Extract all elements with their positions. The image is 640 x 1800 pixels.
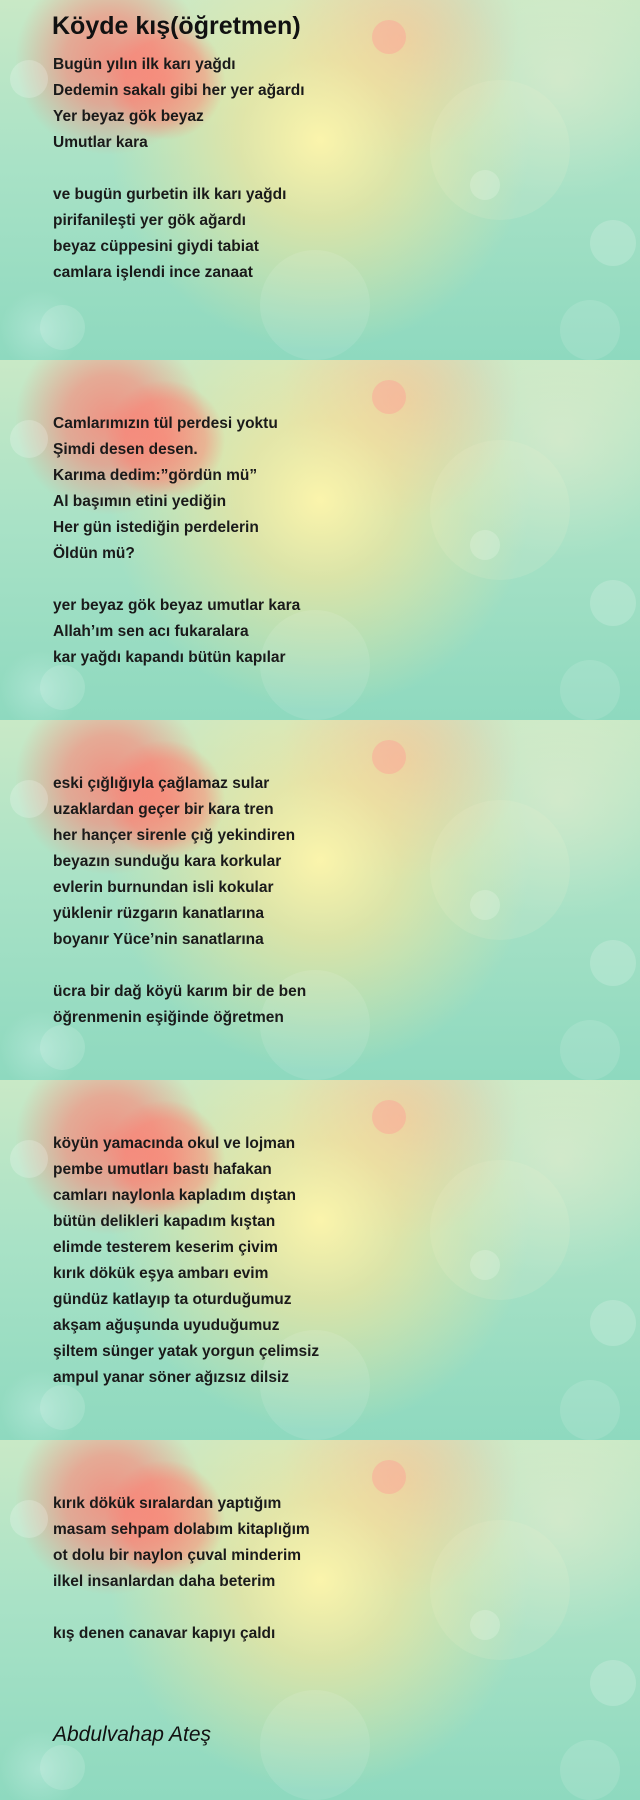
- stanza-gap: [53, 156, 305, 182]
- poem-line: Öldün mü?: [53, 545, 135, 562]
- bokeh-light: [430, 80, 570, 220]
- bokeh-light: [560, 660, 620, 720]
- author-signature: Abdulvahap Ateş: [53, 1723, 212, 1746]
- poem-line: uzaklardan geçer bir kara tren: [53, 801, 274, 818]
- poem-line: Her gün istediğin perdelerin: [53, 519, 259, 536]
- poem-line: beyazın sunduğu kara korkular: [53, 853, 282, 870]
- bokeh-light: [590, 1660, 636, 1706]
- bokeh-light: [10, 780, 48, 818]
- bokeh-light: [10, 1500, 48, 1538]
- poem-line: ilkel insanlardan daha beterim: [53, 1573, 276, 1590]
- bokeh-light: [40, 1025, 85, 1070]
- poem-line: Şimdi desen desen.: [53, 441, 198, 458]
- stanza-gap: [53, 567, 300, 593]
- bokeh-light: [372, 1100, 406, 1134]
- bokeh-light: [590, 220, 636, 266]
- bokeh-light: [372, 20, 406, 54]
- bokeh-light: [560, 1380, 620, 1440]
- poem-line: beyaz cüppesini giydi tabiat: [53, 238, 259, 255]
- poem-line: yüklenir rüzgarın kanatlarına: [53, 905, 265, 922]
- stanza-gap: [53, 1595, 310, 1621]
- bokeh-light: [372, 380, 406, 414]
- bokeh-light: [260, 1690, 370, 1800]
- bokeh-light: [560, 1740, 620, 1800]
- bokeh-light: [40, 1385, 85, 1430]
- bokeh-light: [430, 1520, 570, 1660]
- poem-line: pirifanileşti yer gök ağardı: [53, 212, 246, 229]
- bokeh-light: [372, 740, 406, 774]
- poem-line: ot dolu bir naylon çuval minderim: [53, 1547, 302, 1564]
- poem-line: ve bugün gurbetin ilk karı yağdı: [53, 186, 287, 203]
- bokeh-light: [590, 580, 636, 626]
- stanza: [53, 52, 305, 286]
- poem-line: Bugün yılın ilk karı yağdı: [53, 56, 236, 73]
- bokeh-light: [430, 800, 570, 940]
- poem-line: kırık dökük eşya ambarı evim: [53, 1265, 269, 1282]
- poem-line: Al başımın etini yediğin: [53, 493, 227, 510]
- poem-panel-3: [0, 720, 640, 1080]
- bokeh-light: [430, 440, 570, 580]
- bokeh-light: [10, 1140, 48, 1178]
- poem-line: akşam ağuşunda uyuduğumuz: [53, 1317, 280, 1334]
- bokeh-light: [372, 1460, 406, 1494]
- bokeh-light: [560, 300, 620, 360]
- bokeh-light: [10, 60, 48, 98]
- poem-line: elimde testerem keserim çivim: [53, 1239, 278, 1256]
- poem-line: Camlarımızın tül perdesi yoktu: [53, 415, 278, 432]
- bokeh-light: [10, 420, 48, 458]
- poem-line: Allah’ım sen acı fukaralara: [53, 623, 249, 640]
- stanza-gap: [53, 953, 306, 979]
- poem-line: şiltem sünger yatak yorgun çelimsiz: [53, 1343, 320, 1360]
- poem-line: yer beyaz gök beyaz umutlar kara: [53, 597, 301, 614]
- stanza: [53, 1491, 310, 1647]
- poem-line: ücra bir dağ köyü karım bir de ben: [53, 983, 307, 1000]
- poem-panel-1: [0, 0, 640, 360]
- poem-line: ampul yanar söner ağızsız dilsiz: [53, 1369, 290, 1386]
- poem-panel-4: [0, 1080, 640, 1440]
- bokeh-light: [40, 305, 85, 350]
- poem-line: evlerin burnundan isli kokular: [53, 879, 274, 896]
- poem-line: her hançer sirenle çığ yekindiren: [53, 827, 296, 844]
- poem-line: pembe umutları bastı hafakan: [53, 1161, 272, 1178]
- stanza: [53, 1131, 319, 1391]
- poem-line: kırık dökük sıralardan yaptığım: [53, 1495, 282, 1512]
- poem-panel-5: [0, 1440, 640, 1800]
- bokeh-light: [40, 665, 85, 710]
- poem-line: eski çığlığıyla çağlamaz sular: [53, 775, 270, 792]
- stanza: [53, 771, 306, 1031]
- stanza: [53, 411, 300, 671]
- poem-line: kış denen canavar kapıyı çaldı: [53, 1625, 276, 1642]
- bokeh-light: [40, 1745, 85, 1790]
- poem-line: camları naylonla kapladım dıştan: [53, 1187, 296, 1204]
- poem-line: kar yağdı kapandı bütün kapılar: [53, 649, 286, 666]
- poem-line: Yer beyaz gök beyaz: [53, 108, 204, 125]
- poem-line: Umutlar kara: [53, 134, 148, 151]
- poem-line: gündüz katlayıp ta oturduğumuz: [53, 1291, 292, 1308]
- poem-title: Köyde kış(öğretmen): [52, 12, 301, 40]
- poem-line: boyanır Yüce’nin sanatlarına: [53, 931, 264, 948]
- poem-line: öğrenmenin eşiğinde öğretmen: [53, 1009, 284, 1026]
- poem-line: bütün delikleri kapadım kıştan: [53, 1213, 276, 1230]
- poem-panel-2: [0, 360, 640, 720]
- poem-line: Karıma dedim:”gördün mü”: [53, 467, 258, 484]
- bokeh-light: [560, 1020, 620, 1080]
- poem-line: camlara işlendi ince zanaat: [53, 264, 253, 281]
- bokeh-light: [430, 1160, 570, 1300]
- poem-line: Dedemin sakalı gibi her yer ağardı: [53, 82, 305, 99]
- bokeh-light: [590, 1300, 636, 1346]
- poem-line: masam sehpam dolabım kitaplığım: [53, 1521, 310, 1538]
- poem-line: köyün yamacında okul ve lojman: [53, 1135, 296, 1152]
- bokeh-light: [590, 940, 636, 986]
